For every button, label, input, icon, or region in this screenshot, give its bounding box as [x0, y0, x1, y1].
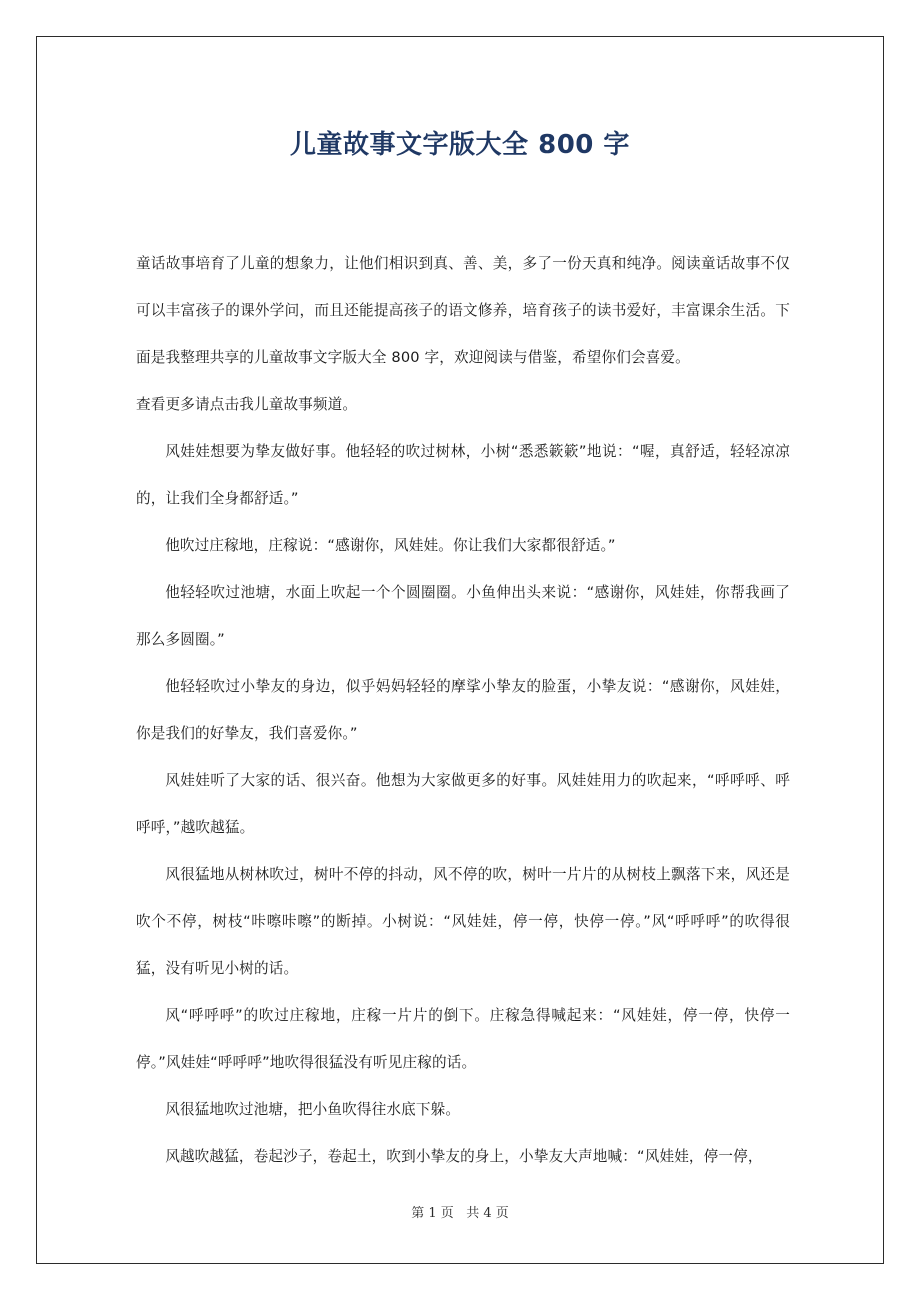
paragraph-7: 风“呼呼呼”的吹过庄稼地，庄稼一片片的倒下。庄稼急得喊起来：“风娃娃，停一停，快停一停。”风娃娃“呼呼呼”地吹得很猛没有听见庄稼的话。	[136, 1007, 790, 1071]
paragraph-4: 他轻轻吹过小挚友的身边，似乎妈妈轻轻的摩挲小挚友的脸蛋，小挚友说：“感谢你，风娃娃，你是我们的好挚友，我们喜爱你。”	[136, 678, 790, 742]
paragraph-3: 他轻轻吹过池塘，水面上吹起一个个圆圈圈。小鱼伸出头来说：“感谢你，风娃娃，你帮我画了那么多圆圈。”	[136, 584, 790, 648]
paragraph-intro: 童话故事培育了儿童的想象力，让他们相识到真、善、美，多了一份天真和纯净。阅读童话故事不仅可以丰富孩子的课外学问，而且还能提高孩子的语文修养，培育孩子的读书爱好，丰富课余生活。下面是我整理共享的儿童故事文字版大全 800 字，欢迎阅读与借鉴，希望你们会喜爱。	[136, 255, 790, 366]
paragraph-2: 他吹过庄稼地，庄稼说：“感谢你，风娃娃。你让我们大家都很舒适。”	[165, 537, 616, 554]
page-title: 儿童故事文字版大全 800 字	[290, 130, 630, 160]
paragraph-6: 风很猛地从树林吹过，树叶不停的抖动，风不停的吹，树叶一片片的从树枝上飘落下来，风还是吹个不停，树枝“咔嚓咔嚓”的断掉。小树说：“风娃娃，停一停，快停一停。”风“呼呼呼”的吹得很猛，没有听见小树的话。	[136, 866, 790, 977]
paragraph-9: 风越吹越猛，卷起沙子，卷起土，吹到小挚友的身上，小挚友大声地喊：“风娃娃，停一停，	[165, 1148, 763, 1165]
paragraph-8: 风很猛地吹过池塘，把小鱼吹得往水底下躲。	[165, 1101, 461, 1118]
paragraph-1: 风娃娃想要为挚友做好事。他轻轻的吹过树林，小树“悉悉簌簌”地说：“喔，真舒适，轻轻凉凉的，让我们全身都舒适。”	[136, 443, 790, 507]
page-footer: 第 1 页 共 4 页	[411, 1206, 509, 1221]
document-body	[136, 240, 790, 1180]
paragraph-5: 风娃娃听了大家的话、很兴奋。他想为大家做更多的好事。风娃娃用力的吹起来，“呼呼呼、呼呼呼，”越吹越猛。	[136, 772, 790, 836]
paragraph-channel-note: 查看更多请点击我儿童故事频道。	[136, 396, 358, 413]
page-content	[36, 36, 884, 1264]
